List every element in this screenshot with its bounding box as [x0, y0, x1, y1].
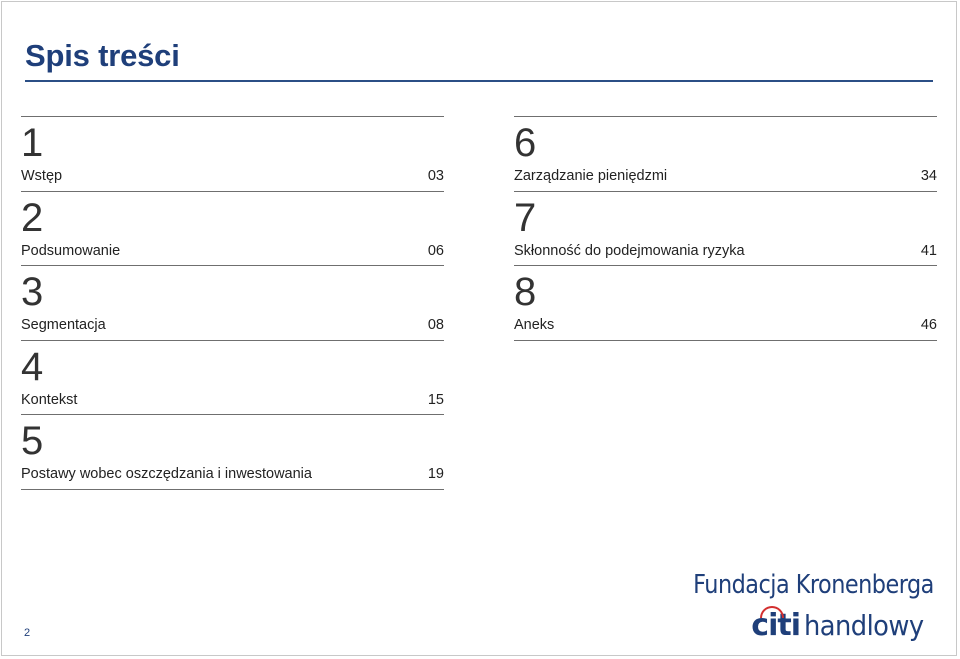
citi-handlowy-logo — [751, 610, 934, 642]
handlowy-logo-text: handlowy — [803, 609, 924, 642]
toc-section-label: Podsumowanie — [21, 242, 121, 259]
toc-section-number: 7 — [514, 195, 537, 240]
toc-page-number: 19 — [427, 466, 444, 483]
toc-column-right — [514, 116, 937, 341]
toc-section-number: 4 — [21, 344, 44, 389]
citi-logo-mark — [751, 610, 800, 642]
toc-section-number: 8 — [514, 270, 537, 315]
toc-entry[interactable] — [21, 414, 444, 490]
toc-section-number: 6 — [514, 121, 537, 165]
toc-entry[interactable] — [514, 191, 937, 266]
toc-section-number: 3 — [21, 270, 44, 315]
toc-page-number: 06 — [427, 242, 444, 259]
toc-section-number: 5 — [21, 419, 44, 464]
toc-section-label: Wstęp — [21, 168, 63, 184]
toc-page-number: 08 — [427, 317, 444, 334]
toc-page-number: 34 — [920, 168, 937, 184]
footer-page-number: 2 — [24, 627, 31, 639]
toc-column-left — [21, 116, 444, 490]
title-divider — [25, 80, 933, 82]
toc-entry[interactable] — [21, 340, 444, 415]
toc-entry[interactable] — [21, 265, 444, 340]
toc-page-number: 03 — [427, 168, 444, 184]
page-title: Spis treści — [25, 38, 180, 73]
citi-logo-text: citi — [751, 608, 800, 643]
toc-section-label: Kontekst — [21, 391, 78, 408]
fundacja-kronenberga-logo: Fundacja Kronenberga — [693, 570, 934, 600]
toc-page-number: 15 — [427, 391, 444, 408]
toc-page-number: 41 — [920, 242, 937, 259]
toc-entry[interactable] — [514, 116, 937, 191]
toc-entry[interactable] — [21, 191, 444, 266]
toc-page-number: 46 — [920, 317, 937, 334]
toc-entry[interactable] — [514, 265, 937, 341]
toc-section-label: Aneks — [514, 317, 555, 334]
toc-section-label: Skłonność do podejmowania ryzyka — [514, 242, 745, 259]
toc-entry[interactable] — [21, 116, 444, 191]
toc-section-label: Zarządzanie pieniędzmi — [514, 168, 668, 184]
toc-section-label: Segmentacja — [21, 317, 106, 334]
toc-section-number: 2 — [21, 195, 44, 240]
toc-section-label: Postawy wobec oszczędzania i inwestowania — [21, 466, 312, 483]
toc-section-number: 1 — [21, 121, 44, 165]
